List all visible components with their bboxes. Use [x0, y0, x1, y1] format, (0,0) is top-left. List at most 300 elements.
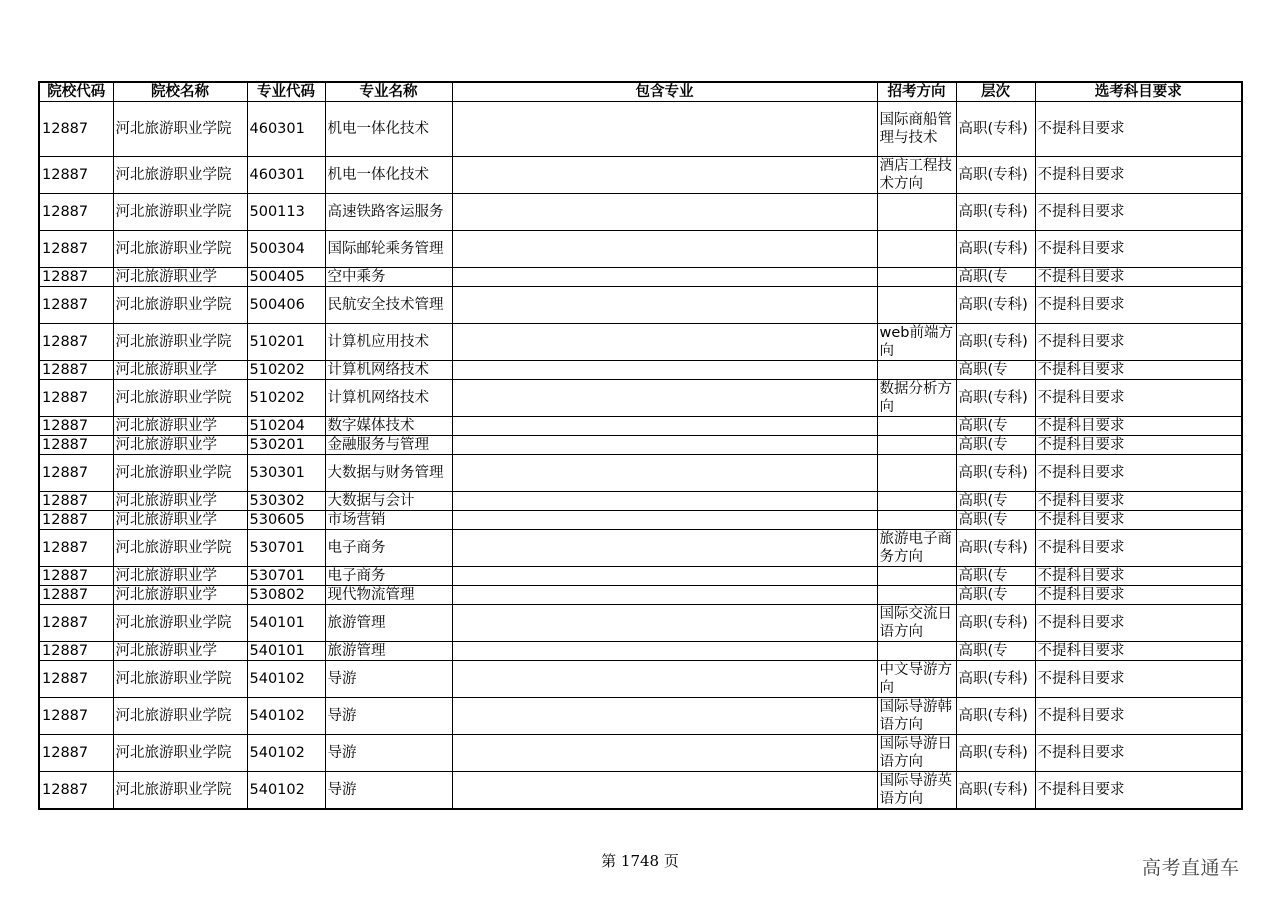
table-row: [39, 102, 1242, 157]
cell-major-name-text: 大数据与会计: [327, 493, 415, 509]
cell-major-code: [247, 605, 325, 642]
cell-school-code-text: 12887: [42, 512, 89, 528]
cell-level-text: 高职(专: [958, 568, 1008, 584]
cell-requirement: [1035, 194, 1242, 231]
cell-school-code-text: 12887: [42, 708, 89, 724]
cell-major-code-text: 460301: [249, 167, 305, 183]
table-row: [39, 380, 1242, 417]
cell-major-name: [325, 455, 452, 492]
cell-major-code: [247, 436, 325, 455]
cell-major-name-text: 计算机网络技术: [327, 362, 429, 378]
cell-school-code: [39, 380, 113, 417]
cell-major-code-text: 530802: [249, 587, 305, 603]
cell-requirement-text: 不提科目要求: [1037, 465, 1125, 481]
cell-level: [956, 492, 1035, 511]
cell-includes: [452, 661, 877, 698]
cell-school-code: [39, 772, 113, 810]
cell-requirement-text: 不提科目要求: [1037, 390, 1125, 406]
cell-school-name-text: 河北旅游职业学院: [115, 334, 232, 350]
cell-includes: [452, 102, 877, 157]
cell-school-code-text: 12887: [42, 297, 89, 313]
cell-direction: [877, 417, 956, 436]
cell-school-name-text: 河北旅游职业学: [115, 493, 217, 509]
cell-level: [956, 511, 1035, 530]
cell-school-code-text: 12887: [42, 390, 89, 406]
cell-major-code: [247, 642, 325, 661]
cell-school-name: [113, 417, 247, 436]
cell-requirement-text: 不提科目要求: [1037, 671, 1125, 687]
cell-level: [956, 567, 1035, 586]
cell-major-code-text: 530201: [249, 437, 305, 453]
cell-school-name-text: 河北旅游职业学院: [115, 540, 232, 556]
cell-school-name: [113, 455, 247, 492]
cell-major-code-text: 530605: [249, 512, 305, 528]
cell-direction: [877, 436, 956, 455]
cell-requirement: [1035, 567, 1242, 586]
cell-school-name: [113, 586, 247, 605]
cell-includes: [452, 324, 877, 361]
cell-school-name: [113, 530, 247, 567]
table-header-row: [39, 82, 1242, 102]
cell-requirement-text: 不提科目要求: [1037, 782, 1125, 798]
header-includes: 包含专业: [452, 82, 877, 102]
cell-major-code-text: 510202: [249, 362, 305, 378]
cell-school-code-text: 12887: [42, 745, 89, 761]
cell-level: [956, 287, 1035, 324]
table-row: [39, 194, 1242, 231]
cell-major-code: [247, 231, 325, 268]
cell-major-name-text: 导游: [327, 745, 357, 761]
cell-direction-text: 中文导游方向: [879, 662, 952, 696]
cell-includes: [452, 735, 877, 772]
cell-school-name-text: 河北旅游职业学: [115, 437, 217, 453]
cell-school-code: [39, 698, 113, 735]
cell-major-name: [325, 231, 452, 268]
cell-major-name-text: 机电一体化技术: [327, 121, 429, 137]
cell-requirement: [1035, 157, 1242, 194]
cell-includes: [452, 642, 877, 661]
cell-requirement-text: 不提科目要求: [1037, 643, 1125, 659]
cell-school-name: [113, 511, 247, 530]
cell-direction: [877, 511, 956, 530]
cell-direction: [877, 157, 956, 194]
cell-requirement-text: 不提科目要求: [1037, 540, 1125, 556]
cell-school-code: [39, 455, 113, 492]
cell-direction: [877, 661, 956, 698]
cell-school-name-text: 河北旅游职业学: [115, 568, 217, 584]
cell-school-name: [113, 157, 247, 194]
cell-major-code-text: 540102: [249, 708, 305, 724]
cell-level: [956, 380, 1035, 417]
cell-school-name: [113, 324, 247, 361]
cell-major-name-text: 计算机网络技术: [327, 390, 429, 406]
cell-major-name-text: 市场营销: [327, 512, 386, 528]
cell-level-text: 高职(专科): [958, 615, 1028, 631]
cell-level: [956, 772, 1035, 810]
cell-level-text: 高职(专科): [958, 465, 1028, 481]
cell-requirement: [1035, 586, 1242, 605]
cell-includes: [452, 492, 877, 511]
cell-direction: [877, 735, 956, 772]
cell-major-name: [325, 772, 452, 810]
cell-major-name-text: 电子商务: [327, 568, 386, 584]
cell-requirement: [1035, 530, 1242, 567]
cell-level-text: 高职(专科): [958, 241, 1028, 257]
cell-major-name: [325, 567, 452, 586]
table-row: [39, 361, 1242, 380]
cell-direction: [877, 231, 956, 268]
cell-level-text: 高职(专: [958, 587, 1008, 603]
cell-major-name: [325, 417, 452, 436]
cell-major-code-text: 540102: [249, 671, 305, 687]
cell-major-code: [247, 380, 325, 417]
cell-level-text: 高职(专科): [958, 671, 1028, 687]
cell-major-name: [325, 530, 452, 567]
cell-level-text: 高职(专科): [958, 708, 1028, 724]
cell-major-name-text: 大数据与财务管理: [327, 465, 444, 481]
cell-school-code-text: 12887: [42, 782, 89, 798]
cell-direction: [877, 492, 956, 511]
cell-major-code-text: 500405: [249, 269, 305, 285]
cell-major-code: [247, 324, 325, 361]
cell-includes: [452, 455, 877, 492]
cell-includes: [452, 586, 877, 605]
cell-requirement: [1035, 511, 1242, 530]
cell-direction: [877, 530, 956, 567]
cell-major-name-text: 导游: [327, 782, 357, 798]
header-school-name: 院校名称: [113, 82, 247, 102]
cell-includes: [452, 511, 877, 530]
cell-major-code: [247, 735, 325, 772]
cell-major-code-text: 510201: [249, 334, 305, 350]
cell-includes: [452, 231, 877, 268]
cell-direction: [877, 102, 956, 157]
cell-school-name-text: 河北旅游职业学: [115, 269, 217, 285]
cell-includes: [452, 436, 877, 455]
cell-major-code: [247, 102, 325, 157]
cell-direction: [877, 324, 956, 361]
cell-major-name-text: 高速铁路客运服务: [327, 204, 444, 220]
cell-major-name: [325, 436, 452, 455]
cell-school-code-text: 12887: [42, 204, 89, 220]
header-requirement: 选考科目要求: [1035, 82, 1242, 102]
cell-major-code-text: 530701: [249, 568, 305, 584]
header-major-code: 专业代码: [247, 82, 325, 102]
cell-requirement: [1035, 605, 1242, 642]
cell-school-code: [39, 194, 113, 231]
cell-level: [956, 605, 1035, 642]
cell-school-code: [39, 417, 113, 436]
cell-school-name: [113, 642, 247, 661]
cell-level-text: 高职(专科): [958, 167, 1028, 183]
cell-direction: [877, 194, 956, 231]
cell-requirement: [1035, 324, 1242, 361]
cell-level: [956, 642, 1035, 661]
cell-level: [956, 661, 1035, 698]
cell-major-name: [325, 735, 452, 772]
cell-school-name-text: 河北旅游职业学院: [115, 465, 232, 481]
cell-direction: [877, 586, 956, 605]
cell-level-text: 高职(专科): [958, 204, 1028, 220]
cell-major-name-text: 国际邮轮乘务管理: [327, 241, 444, 257]
cell-requirement-text: 不提科目要求: [1037, 512, 1125, 528]
cell-requirement-text: 不提科目要求: [1037, 708, 1125, 724]
cell-major-name-text: 旅游管理: [327, 615, 386, 631]
cell-school-code-text: 12887: [42, 437, 89, 453]
table-row: [39, 324, 1242, 361]
cell-requirement-text: 不提科目要求: [1037, 297, 1125, 313]
cell-major-name: [325, 511, 452, 530]
cell-requirement-text: 不提科目要求: [1037, 568, 1125, 584]
cell-direction: [877, 698, 956, 735]
cell-school-code: [39, 436, 113, 455]
cell-level: [956, 417, 1035, 436]
cell-includes: [452, 698, 877, 735]
cell-includes: [452, 157, 877, 194]
cell-major-code-text: 530302: [249, 493, 305, 509]
cell-school-name: [113, 661, 247, 698]
cell-level: [956, 735, 1035, 772]
cell-school-name-text: 河北旅游职业学院: [115, 297, 232, 313]
cell-requirement-text: 不提科目要求: [1037, 493, 1125, 509]
cell-major-code-text: 540101: [249, 643, 305, 659]
cell-major-code-text: 460301: [249, 121, 305, 137]
cell-includes: [452, 361, 877, 380]
cell-level: [956, 436, 1035, 455]
table-row: [39, 586, 1242, 605]
cell-major-name: [325, 324, 452, 361]
table-row: [39, 436, 1242, 455]
cell-school-name-text: 河北旅游职业学院: [115, 390, 232, 406]
table-row: [39, 157, 1242, 194]
table-body: [39, 102, 1242, 810]
cell-includes: [452, 287, 877, 324]
cell-major-code: [247, 287, 325, 324]
cell-level-text: 高职(专: [958, 643, 1008, 659]
cell-school-code-text: 12887: [42, 671, 89, 687]
table-row: [39, 268, 1242, 287]
table-row: [39, 772, 1242, 810]
cell-major-code: [247, 361, 325, 380]
brand-watermark: 高考直通车: [1142, 857, 1240, 879]
majors-table: [38, 81, 1243, 810]
cell-school-name-text: 河北旅游职业学院: [115, 615, 232, 631]
cell-requirement: [1035, 380, 1242, 417]
cell-school-code: [39, 605, 113, 642]
cell-school-code: [39, 735, 113, 772]
cell-major-code-text: 540102: [249, 782, 305, 798]
cell-school-name: [113, 380, 247, 417]
cell-requirement: [1035, 102, 1242, 157]
cell-school-code-text: 12887: [42, 334, 89, 350]
cell-major-code: [247, 567, 325, 586]
cell-requirement: [1035, 772, 1242, 810]
cell-school-name: [113, 102, 247, 157]
cell-requirement: [1035, 361, 1242, 380]
header-level: 层次: [956, 82, 1035, 102]
cell-requirement-text: 不提科目要求: [1037, 121, 1125, 137]
cell-direction: [877, 361, 956, 380]
cell-school-code: [39, 567, 113, 586]
cell-school-code-text: 12887: [42, 643, 89, 659]
cell-level-text: 高职(专: [958, 512, 1008, 528]
cell-direction-text: 国际导游英语方向: [879, 773, 952, 807]
cell-level: [956, 324, 1035, 361]
cell-school-code: [39, 102, 113, 157]
cell-school-code-text: 12887: [42, 241, 89, 257]
cell-requirement: [1035, 661, 1242, 698]
cell-includes: [452, 194, 877, 231]
cell-includes: [452, 268, 877, 287]
cell-school-name: [113, 436, 247, 455]
cell-school-code-text: 12887: [42, 465, 89, 481]
header-school-code: 院校代码: [39, 82, 113, 102]
cell-major-code: [247, 698, 325, 735]
cell-level-text: 高职(专: [958, 437, 1008, 453]
cell-school-code: [39, 361, 113, 380]
cell-direction: [877, 567, 956, 586]
cell-major-code-text: 510204: [249, 418, 305, 434]
cell-major-code: [247, 455, 325, 492]
table-row: [39, 287, 1242, 324]
cell-school-name-text: 河北旅游职业学院: [115, 167, 232, 183]
cell-school-code-text: 12887: [42, 587, 89, 603]
cell-includes: [452, 380, 877, 417]
cell-major-code: [247, 511, 325, 530]
cell-direction-text: 国际交流日语方向: [879, 606, 952, 640]
cell-school-name-text: 河北旅游职业学院: [115, 204, 232, 220]
cell-major-name: [325, 102, 452, 157]
cell-school-name-text: 河北旅游职业学院: [115, 671, 232, 687]
cell-major-name-text: 电子商务: [327, 540, 386, 556]
table-row: [39, 605, 1242, 642]
cell-major-name-text: 旅游管理: [327, 643, 386, 659]
cell-major-name-text: 导游: [327, 671, 357, 687]
cell-direction-text: 旅游电子商务方向: [879, 531, 952, 565]
cell-major-name: [325, 194, 452, 231]
cell-level-text: 高职(专科): [958, 334, 1028, 350]
cell-school-name: [113, 772, 247, 810]
cell-major-code-text: 500113: [249, 204, 305, 220]
cell-level: [956, 361, 1035, 380]
cell-major-code: [247, 417, 325, 436]
cell-requirement: [1035, 735, 1242, 772]
cell-school-name: [113, 287, 247, 324]
cell-requirement: [1035, 492, 1242, 511]
cell-major-name-text: 空中乘务: [327, 269, 386, 285]
cell-level: [956, 268, 1035, 287]
cell-major-name: [325, 380, 452, 417]
cell-direction: [877, 642, 956, 661]
cell-school-code: [39, 661, 113, 698]
cell-school-name: [113, 605, 247, 642]
cell-major-name-text: 导游: [327, 708, 357, 724]
cell-major-name-text: 民航安全技术管理: [327, 297, 444, 313]
cell-requirement-text: 不提科目要求: [1037, 269, 1125, 285]
cell-major-code: [247, 586, 325, 605]
cell-school-name: [113, 567, 247, 586]
cell-requirement: [1035, 268, 1242, 287]
cell-major-code-text: 510202: [249, 390, 305, 406]
cell-school-name-text: 河北旅游职业学: [115, 643, 217, 659]
cell-requirement-text: 不提科目要求: [1037, 745, 1125, 761]
cell-school-name: [113, 698, 247, 735]
cell-requirement: [1035, 417, 1242, 436]
cell-direction-text: 国际商船管理与技术: [879, 112, 952, 146]
cell-school-name-text: 河北旅游职业学院: [115, 241, 232, 257]
cell-major-code: [247, 530, 325, 567]
cell-requirement-text: 不提科目要求: [1037, 167, 1125, 183]
cell-major-name: [325, 361, 452, 380]
cell-school-code-text: 12887: [42, 121, 89, 137]
cell-level: [956, 231, 1035, 268]
cell-school-code: [39, 530, 113, 567]
page-number: 第 1748 页: [601, 852, 679, 870]
cell-level: [956, 530, 1035, 567]
cell-school-code-text: 12887: [42, 540, 89, 556]
cell-major-code-text: 530701: [249, 540, 305, 556]
cell-level: [956, 194, 1035, 231]
cell-requirement: [1035, 287, 1242, 324]
cell-school-code: [39, 642, 113, 661]
cell-level: [956, 698, 1035, 735]
table-row: [39, 567, 1242, 586]
cell-major-code: [247, 157, 325, 194]
cell-direction: [877, 772, 956, 810]
cell-major-name: [325, 157, 452, 194]
cell-requirement-text: 不提科目要求: [1037, 204, 1125, 220]
cell-level-text: 高职(专科): [958, 540, 1028, 556]
cell-school-code-text: 12887: [42, 493, 89, 509]
table-row: [39, 661, 1242, 698]
cell-major-name-text: 计算机应用技术: [327, 334, 429, 350]
cell-requirement: [1035, 642, 1242, 661]
cell-school-code: [39, 157, 113, 194]
cell-level-text: 高职(专科): [958, 297, 1028, 313]
cell-major-code-text: 540102: [249, 745, 305, 761]
cell-school-code: [39, 287, 113, 324]
cell-level-text: 高职(专科): [958, 121, 1028, 137]
cell-school-name-text: 河北旅游职业学院: [115, 745, 232, 761]
cell-requirement-text: 不提科目要求: [1037, 437, 1125, 453]
cell-school-name-text: 河北旅游职业学院: [115, 708, 232, 724]
cell-major-name: [325, 287, 452, 324]
cell-major-code: [247, 268, 325, 287]
cell-major-code: [247, 194, 325, 231]
cell-major-code-text: 500406: [249, 297, 305, 313]
cell-school-name: [113, 735, 247, 772]
cell-major-code-text: 500304: [249, 241, 305, 257]
cell-direction: [877, 268, 956, 287]
cell-direction: [877, 605, 956, 642]
cell-school-name: [113, 268, 247, 287]
cell-direction: [877, 380, 956, 417]
cell-direction-text: 酒店工程技术方向: [879, 158, 952, 192]
cell-school-code: [39, 492, 113, 511]
table-row: [39, 698, 1242, 735]
table-row: [39, 231, 1242, 268]
cell-major-name: [325, 605, 452, 642]
cell-requirement-text: 不提科目要求: [1037, 362, 1125, 378]
cell-major-name: [325, 586, 452, 605]
table-row: [39, 492, 1242, 511]
cell-level-text: 高职(专: [958, 362, 1008, 378]
cell-school-code: [39, 268, 113, 287]
cell-school-code-text: 12887: [42, 568, 89, 584]
cell-school-code: [39, 586, 113, 605]
cell-direction: [877, 455, 956, 492]
cell-major-code: [247, 772, 325, 810]
